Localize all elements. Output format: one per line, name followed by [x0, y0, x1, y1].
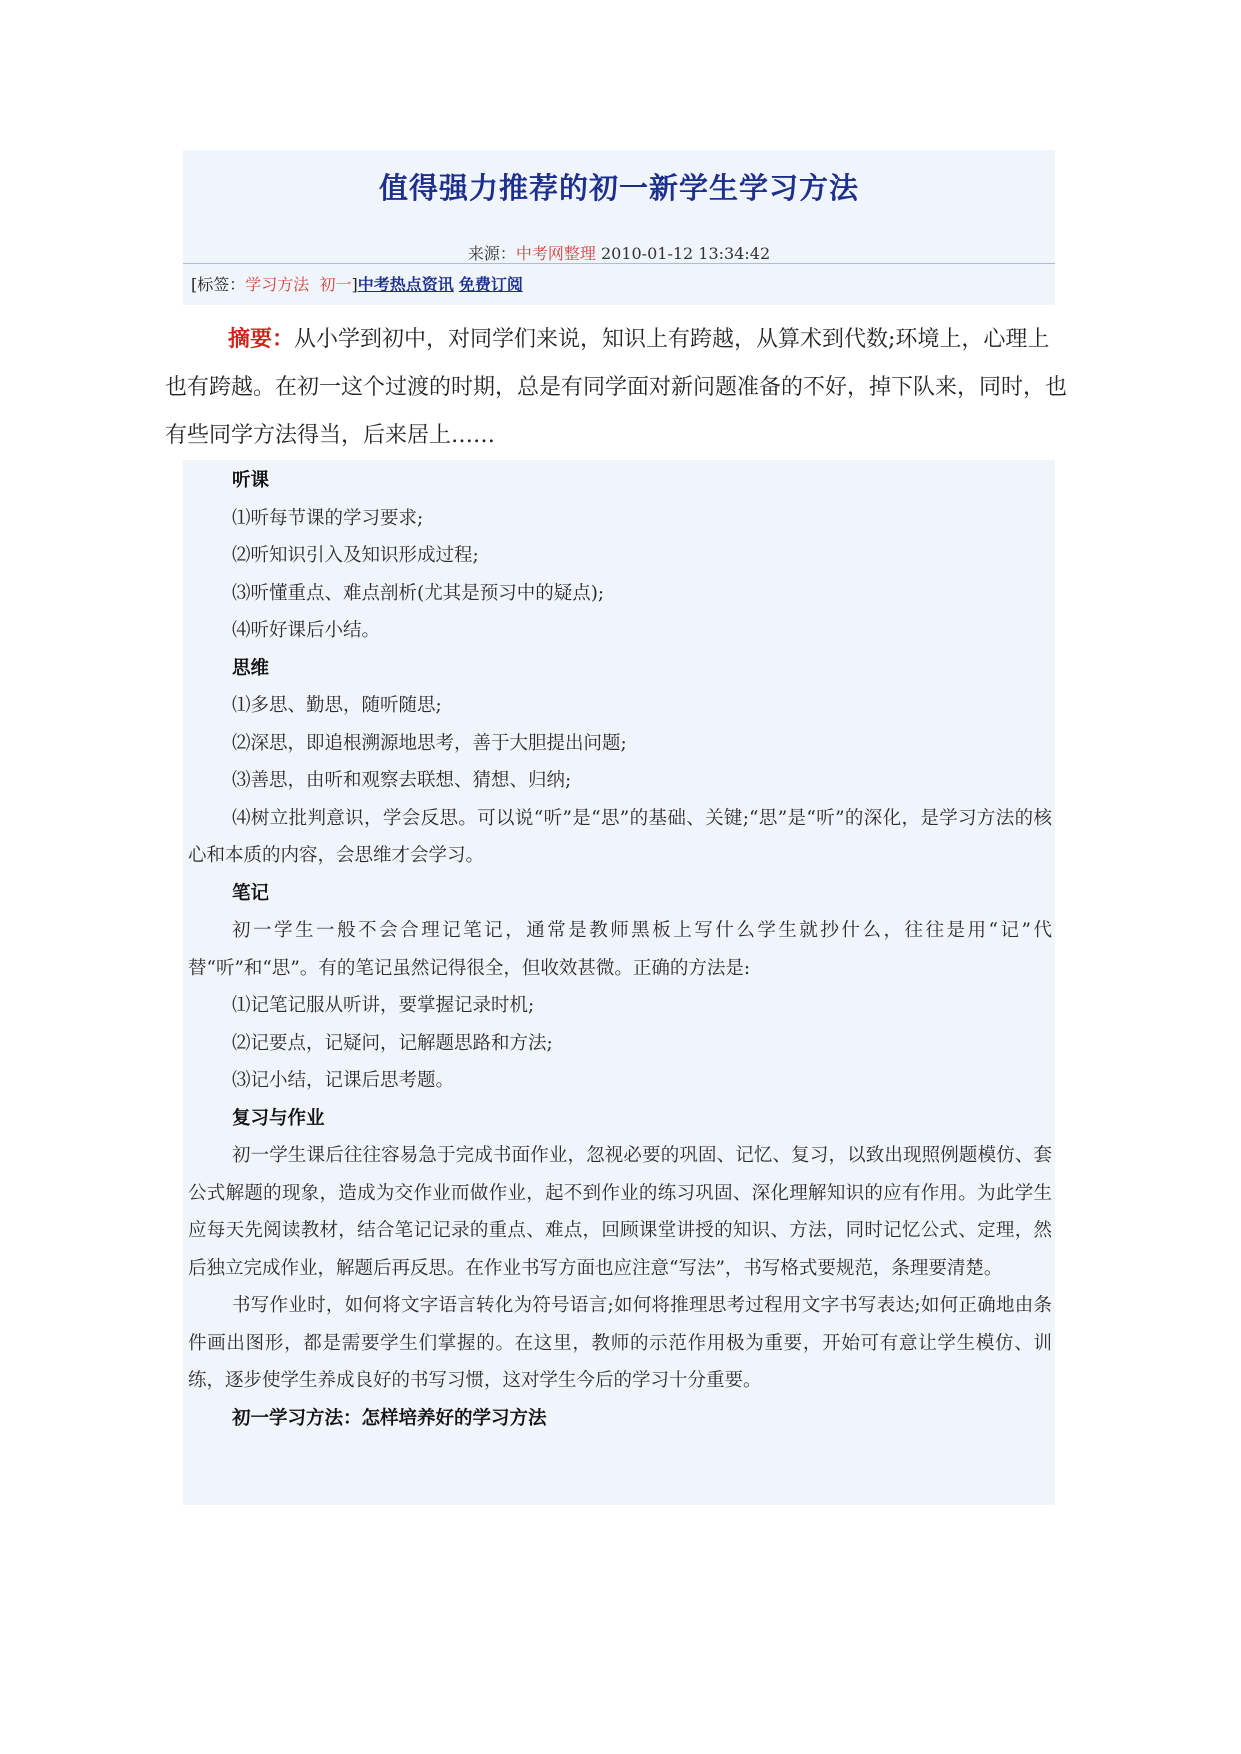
summary-label: 摘要： — [228, 327, 295, 352]
list-item: ⑶善思，由听和观察去联想、猜想、归纳; — [232, 770, 572, 791]
tag-bar — [183, 264, 1055, 305]
tags-open: [标签： — [191, 275, 246, 294]
notes-intro-paragraph: 初一学生一般不会合理记笔记，通常是教师黑板上写什么学生就抄什么，往往是用“记”代替“听”和“思”。有的笔记虽然记得很全，但收效甚微。正确的方法是: — [188, 920, 1052, 979]
article-body — [188, 462, 1052, 1437]
section-heading-review: 复习与作业 — [232, 1107, 325, 1129]
list-item: ⑵记要点，记疑问，记解题思路和方法; — [232, 1032, 553, 1054]
list-item: ⑵深思，即追根溯源地思考，善于大胆提出问题; — [232, 732, 627, 754]
section-heading-think: 思维 — [232, 657, 270, 679]
tag-study-method[interactable]: 学习方法 — [245, 275, 310, 294]
section-heading-final: 初一学习方法：怎样培养好的学习方法 — [232, 1407, 547, 1429]
tag-grade7[interactable]: 初一 — [319, 275, 352, 294]
list-item: ⑷听好课后小结。 — [232, 620, 381, 641]
review-paragraph-1: 初一学生课后往往容易急于完成书面作业，忽视必要的巩固、记忆、复习，以致出现照例题模仿、套公式解题的现象，造成为交作业而做作业，起不到作业的练习巩固、深化理解知识的应有作用。为此学生应每天先阅读教材，结合笔记记录的重点、难点，回顾课堂讲授的知识、方法，同时记忆公式、定理，然后独立完成作业，解题后再反思。在作业书写方面也应注意“写法”，书写格式要规范，条理要清楚。 — [188, 1145, 1052, 1279]
free-subscribe-link[interactable]: 免费订阅 — [458, 275, 523, 294]
hot-news-link[interactable]: 中考热点资讯 — [357, 275, 454, 294]
summary-text: 从小学到初中，对同学们来说，知识上有跨越，从算术到代数;环境上，心理上也有跨越。在初一这个过渡的时期，总是有同学面对新问题准备的不好，掉下队来，同时，也有些同学方法得当，后来居上…… — [165, 327, 1068, 448]
summary-paragraph — [165, 316, 1070, 460]
article-meta — [183, 241, 1055, 264]
list-item: ⑴听每节课的学习要求; — [232, 507, 424, 529]
list-item: ⑴多思、勤思，随听随思; — [232, 695, 442, 716]
publish-datetime: 2010-01-12 13:34:42 — [595, 244, 771, 263]
list-item: ⑴记笔记服从听讲，要掌握记录时机; — [232, 995, 535, 1016]
list-item-paragraph: ⑷树立批判意识，学会反思。可以说“听”是“思”的基础、关键;“思”是“听”的深化，是学习方法的核心和本质的内容，会思维才会学习。 — [188, 807, 1052, 866]
list-item: ⑶记小结，记课后思考题。 — [232, 1070, 455, 1091]
source-link[interactable]: 中考网整理 — [515, 244, 596, 263]
review-paragraph-2: 书写作业时，如何将文字语言转化为符号语言;如何将推理思考过程用文字书写表达;如何正确地由条件画出图形，都是需要学生们掌握的。在这里，教师的示范作用极为重要，开始可有意让学生模仿、训练，逐步使学生养成良好的书写习惯，这对学生今后的学习十分重要。 — [188, 1295, 1052, 1391]
article-header — [183, 150, 1055, 264]
list-item: ⑶听懂重点、难点剖析(尤其是预习中的疑点); — [232, 582, 605, 604]
section-heading-notes: 笔记 — [232, 882, 270, 904]
article-title: 值得强力推荐的初一新学生学习方法 — [378, 171, 859, 205]
list-item: ⑵听知识引入及知识形成过程; — [232, 545, 479, 566]
meta-prefix: 来源： — [467, 244, 516, 263]
tags-close: ] — [351, 275, 358, 294]
section-heading-listen: 听课 — [232, 470, 270, 491]
